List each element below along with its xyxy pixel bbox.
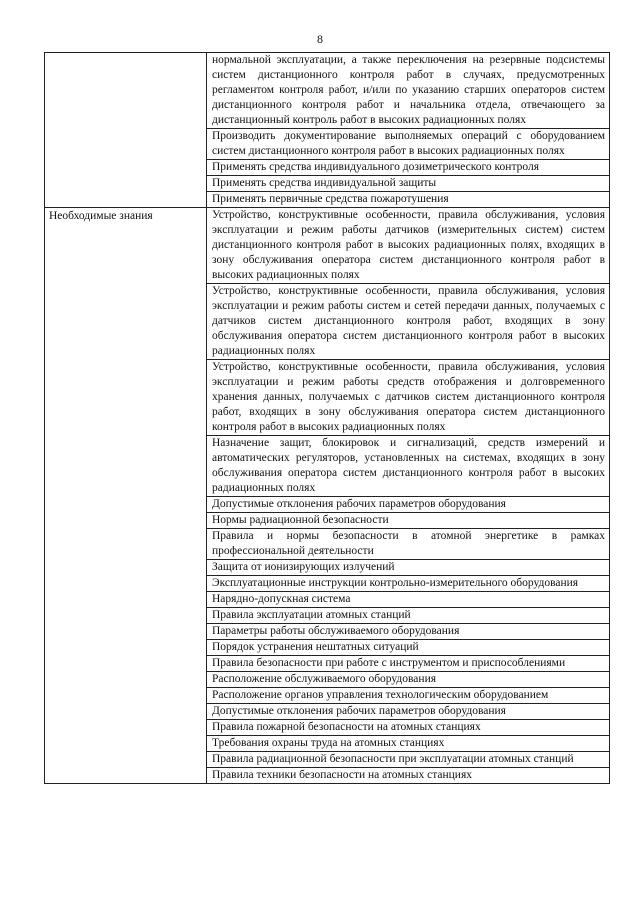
- row-label: [45, 53, 207, 208]
- list-item: Применять первичные средства пожаротушения: [207, 191, 609, 207]
- list-item: Правила безопасности при работе с инструментом и приспособлениями: [207, 655, 609, 671]
- list-item: Назначение защит, блокировок и сигнализаций, средств измерений и автоматических регуляторов, установленных на системах, входящих в зону обслуживания оператора систем дистанционного контроля работ в высоких радиационных полях: [207, 435, 609, 496]
- list-item: Правила техники безопасности на атомных станциях: [207, 767, 609, 783]
- page-number: 8: [317, 32, 323, 46]
- table-row: [45, 208, 610, 784]
- list-item: Устройство, конструктивные особенности, правила обслуживания, условия эксплуатации и режим работы систем и сетей передачи данных, получаемых с датчиков систем дистанционного контроля работ, входящих в зону обслуживания оператора систем дистанционного контроля работ в высоких радиационных полях: [207, 283, 609, 359]
- list-item: Правила пожарной безопасности на атомных станциях: [207, 719, 609, 735]
- list-item: Применять средства индивидуального дозиметрического контроля: [207, 159, 609, 175]
- list-item: Допустимые отклонения рабочих параметров оборудования: [207, 496, 609, 512]
- list-item: Расположение органов управления технологическим оборудованием: [207, 687, 609, 703]
- list-item: Нормы радиационной безопасности: [207, 512, 609, 528]
- list-item: Расположение обслуживаемого оборудования: [207, 671, 609, 687]
- list-item: Допустимые отклонения рабочих параметров оборудования: [207, 703, 609, 719]
- list-item: Требования охраны труда на атомных станциях: [207, 735, 609, 751]
- row-content: [207, 208, 610, 784]
- list-item: Порядок устранения нештатных ситуаций: [207, 639, 609, 655]
- list-item: Нарядно-допускная система: [207, 591, 609, 607]
- list-item: Устройство, конструктивные особенности, правила обслуживания, условия эксплуатации и режим работы средств отображения и долговременного хранения данных, получаемых с датчиков систем дистанционного контроля работ, входящих в зону обслуживания оператора систем дистанционного контроля работ в высоких радиационных полях: [207, 359, 609, 435]
- list-item: Правила радиационной безопасности при эксплуатации атомных станций: [207, 751, 609, 767]
- list-item: Правила эксплуатации атомных станций: [207, 607, 609, 623]
- row-label: Необходимые знания: [45, 208, 207, 784]
- list-item: нормальной эксплуатации, а также переключения на резервные подсистемы систем дистанционного контроля работ в случаях, предусмотренных регламентом контроля работ, и/или по указанию старших операторов систем дистанционного контроля работ и начальника отдела, отвечающего за дистанционный контроль работ в высоких радиационных полях: [212, 54, 605, 126]
- list-item: Защита от ионизирующих излучений: [207, 559, 609, 575]
- list-item: Параметры работы обслуживаемого оборудования: [207, 623, 609, 639]
- competency-table: [44, 52, 610, 784]
- list-item: Производить документирование выполняемых операций с оборудованием систем дистанционного контроля работ в высоких радиационных полях: [207, 128, 609, 159]
- table-row: [45, 53, 610, 208]
- list-item: Эксплуатационные инструкции контрольно-измерительного оборудования: [207, 575, 609, 591]
- row-content: [207, 53, 610, 208]
- list-item: Правила и нормы безопасности в атомной энергетике в рамках профессиональной деятельности: [207, 528, 609, 559]
- list-item: Устройство, конструктивные особенности, правила обслуживания, условия эксплуатации и режим работы датчиков (измерительных систем) систем дистанционного контроля работ в высоких радиационных полях, входящих в зону обслуживания оператора систем дистанционного контроля работ в высоких радиационных полях: [212, 209, 605, 281]
- list-item: Применять средства индивидуальной защиты: [207, 175, 609, 191]
